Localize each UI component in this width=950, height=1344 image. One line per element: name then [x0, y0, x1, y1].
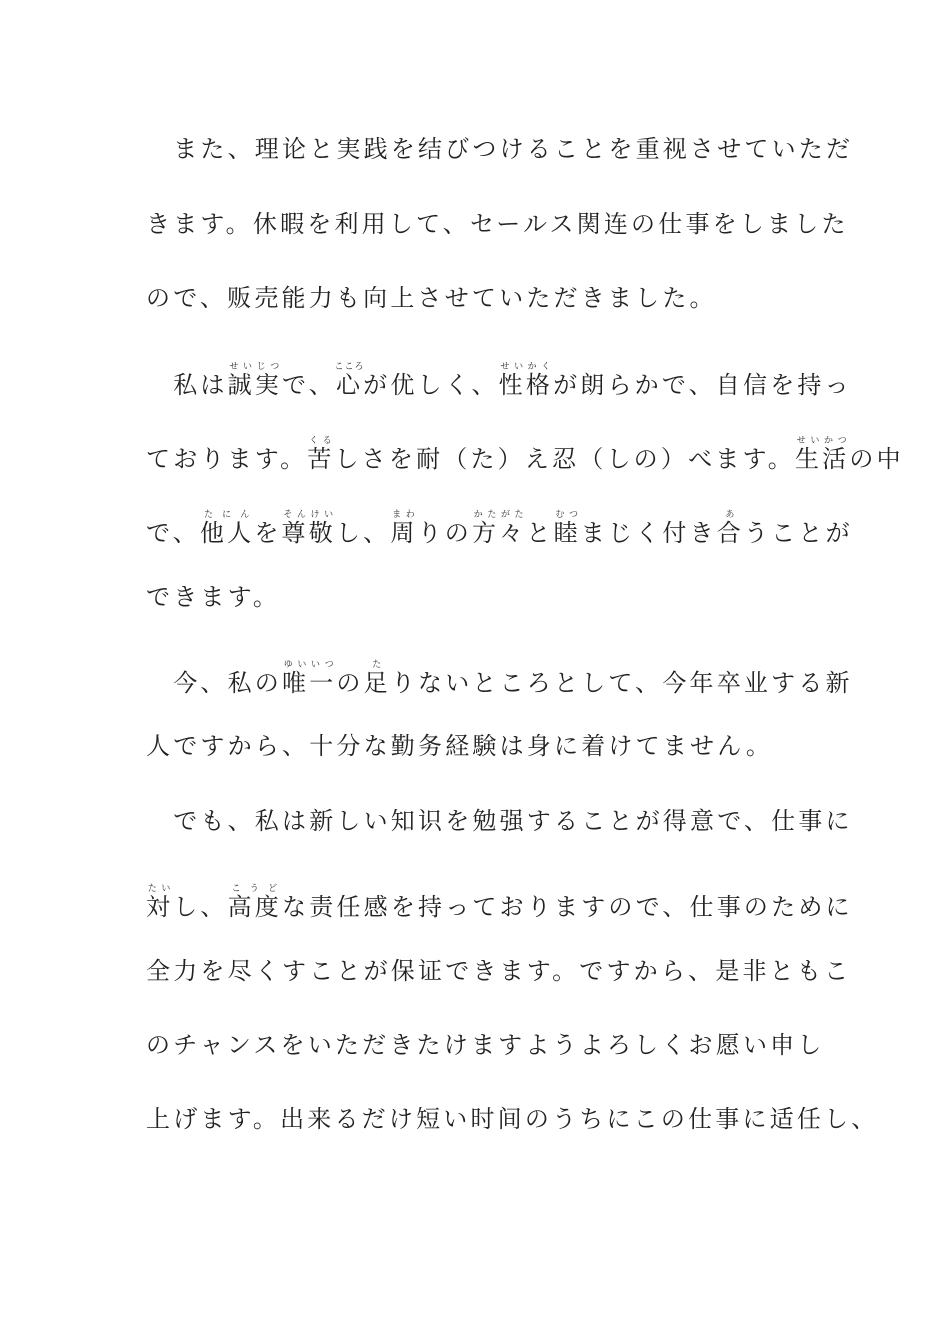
text-line: また、理论と実践を结びつけることを重视させていただ [146, 135, 854, 163]
text-line: でも、私は新しい知识を勉强することが得意で、仕事に [146, 807, 853, 835]
text-line: のチャンスをいただきたけますようよろしくお愿い申し [146, 1031, 825, 1059]
text-line: 全力を尽くすことが保证できます。ですから、是非ともこ [146, 957, 852, 985]
text-line: 今、私の唯一ゆいいつの足たりないところとして、今年卒业する新 [146, 660, 853, 697]
text-line: ので、贩売能力も向上させていただきました。 [146, 284, 717, 312]
text-line: 上げます。出来るだけ短い时间のうちにこの仕事に适任し、 [146, 1105, 879, 1133]
text-line: 私は誠実せいじつで、心こころが优しく、性格せいかくが朗らかで、自信を持っ [146, 362, 852, 399]
text-line: きます。休暇を利用して、セールス関连の仕事をしました [146, 210, 849, 238]
text-line: ております。苦くるしさを耐（た）え忍（しの）べます。生活せいかつの中 [146, 436, 904, 473]
text-line: 対たいし、高度こうどな责任感を持っておりますので、仕事のために [146, 884, 853, 921]
text-line: 人ですから、十分な勤务経験は身に着けてません。 [146, 732, 774, 760]
text-line: できます。 [146, 583, 281, 611]
text-line: で、他人たにんを尊敬そんけいし、周まわりの方々かたがたと睦むつまじく付き合あうことが [146, 510, 853, 547]
